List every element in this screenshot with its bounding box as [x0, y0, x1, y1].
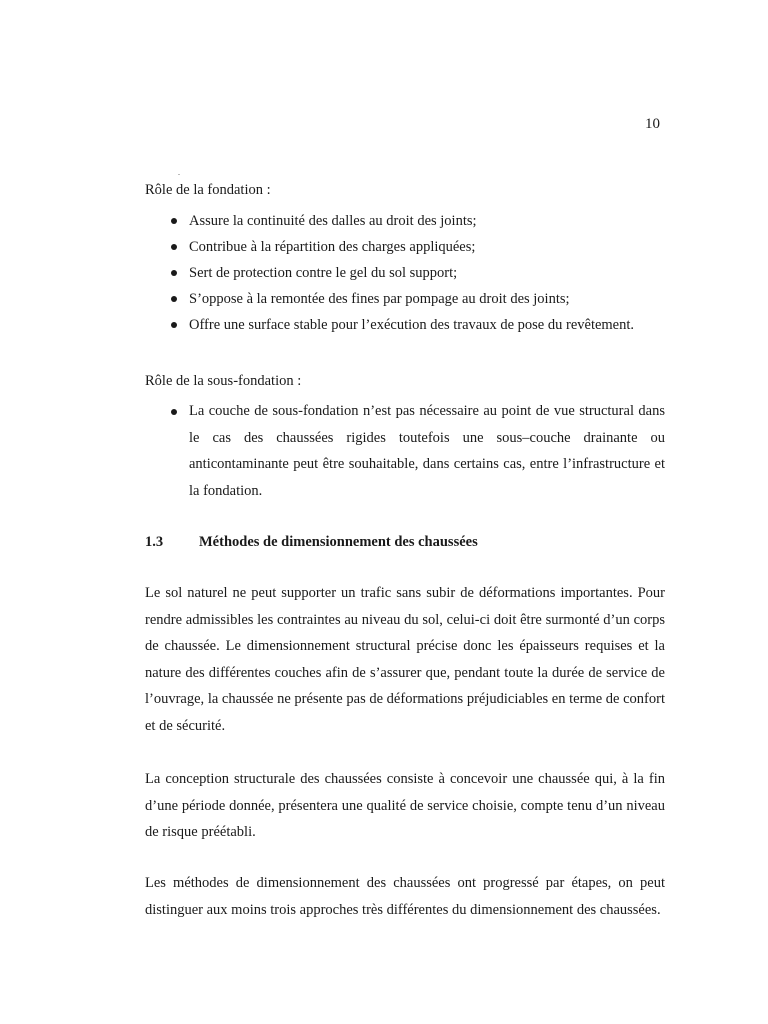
- scan-speck: [178, 174, 180, 175]
- list-item: [145, 260, 665, 286]
- page-number: 10: [645, 116, 660, 132]
- section-heading: [145, 534, 478, 551]
- bullet-icon: [171, 322, 177, 328]
- list-item: [145, 208, 665, 234]
- paragraph: Les méthodes de dimensionnement des chaussées ont progressé par étapes, on peut distinguer aux moins trois approches très différentes du dimensionnement des chaussées.: [145, 875, 665, 918]
- list-item: [145, 312, 665, 338]
- list-item-text: Offre une surface stable pour l’exécution des travaux de pose du revêtement.: [189, 317, 635, 333]
- fondation-list: [145, 208, 665, 338]
- paragraph: Le sol naturel ne peut supporter un trafic sans subir de déformations importantes. Pour rendre admissibles les contraintes au niveau du sol, celui-ci doit être surmonté d’un corps de chaussée. Le dimensionnement structural précise donc les épaisseurs requises et la nature des différentes couches afin de s’assurer que, pendant toute la durée de service de l’ouvrage, la chaussée ne présente pas de déformations préjudiciables en terme de confort et de sécurité.: [145, 585, 665, 734]
- list-item-text: La couche de sous-fondation n’est pas nécessaire au point de vue structural dans le cas des chaussées rigides toutefois une sous–couche drainante ou anticontaminante peut être souhaitable, dans certains cas, entre l’infrastructure et la fondation.: [189, 403, 665, 499]
- bullet-icon: [171, 296, 177, 302]
- list-item: [145, 286, 665, 312]
- list-item: [145, 398, 665, 504]
- list-item-text: Contribue à la répartition des charges appliquées;: [189, 239, 476, 255]
- list-item-text: Assure la continuité des dalles au droit des joints;: [189, 213, 477, 229]
- bullet-icon: [171, 409, 177, 415]
- list-item: [145, 234, 665, 260]
- fondation-heading: Rôle de la fondation :: [145, 182, 271, 198]
- list-item-text: Sert de protection contre le gel du sol support;: [189, 265, 458, 281]
- section-number: 1.3: [145, 534, 164, 550]
- section-title: Méthodes de dimensionnement des chaussées: [199, 534, 478, 550]
- bullet-icon: [171, 270, 177, 276]
- paragraph: La conception structurale des chaussées consiste à concevoir une chaussée qui, à la fin d’une période donnée, présentera une qualité de service choisie, compte tenu d’un niveau de risque préétabli.: [145, 771, 665, 840]
- sous-fondation-heading: Rôle de la sous-fondation :: [145, 373, 302, 389]
- bullet-icon: [171, 244, 177, 250]
- sous-fondation-list: [145, 398, 665, 504]
- list-item-text: S’oppose à la remontée des fines par pompage au droit des joints;: [189, 291, 570, 307]
- bullet-icon: [171, 218, 177, 224]
